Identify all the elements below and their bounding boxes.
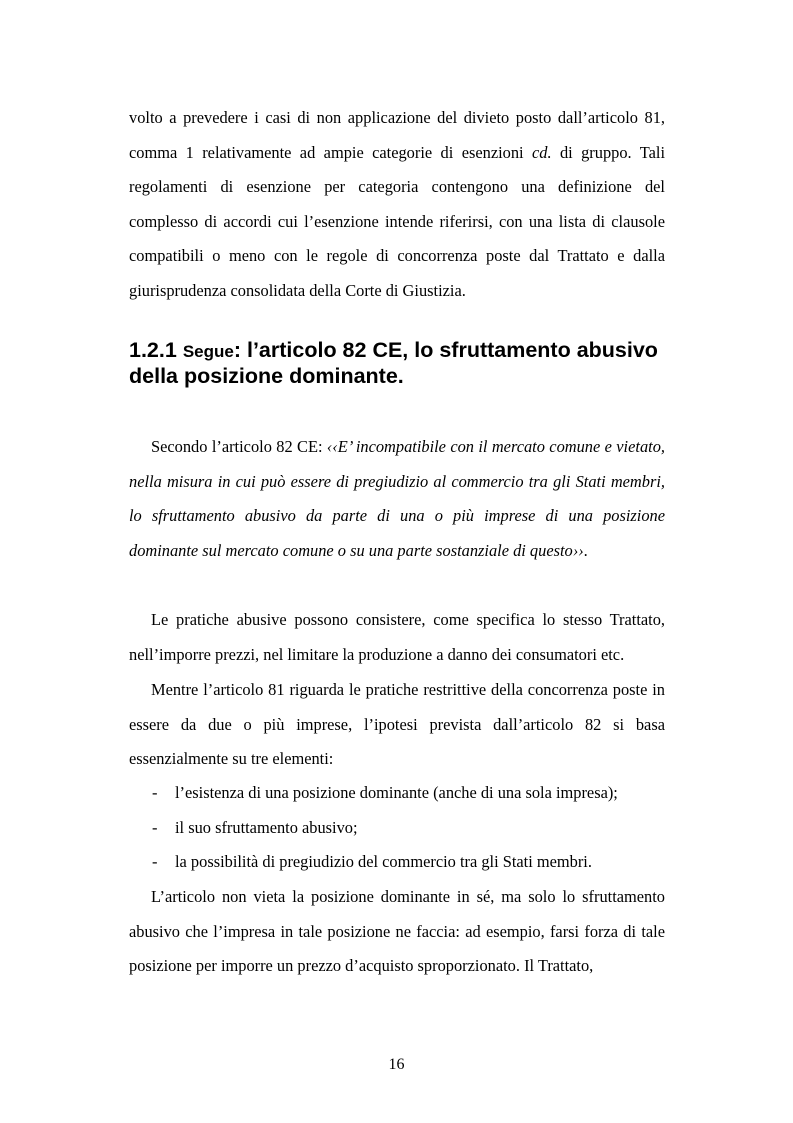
section-heading xyxy=(129,338,665,389)
quote-intro: Secondo l’articolo 82 CE: xyxy=(151,437,327,456)
list-item-text: l’esistenza di una posizione dominante (anche di una sola impresa); xyxy=(175,783,618,802)
elements-list xyxy=(129,776,665,880)
list-item-text: la possibilità di pregiudizio del commercio tra gli Stati membri. xyxy=(175,852,592,872)
paragraph-article-81-vs-82: Mentre l’articolo 81 riguarda le pratiche restrittive della concorrenza poste in essere da due o più imprese, l’ipotesi prevista dall’articolo 82 si basa essenzialmente su tre elementi: xyxy=(129,680,665,769)
list-item xyxy=(129,776,665,811)
list-dash: - xyxy=(152,852,158,872)
paragraph-article-82-quote xyxy=(129,430,665,568)
list-item-text: il suo sfruttamento abusivo; xyxy=(175,817,358,837)
paragraph-exemptions xyxy=(129,101,665,309)
section-title: : l’articolo 82 CE, lo sfruttamento abusivo della posizione dominante. xyxy=(129,338,658,388)
list-item xyxy=(129,845,665,880)
paragraph-exemptions-text-2: di gruppo. Tali regolamenti di esenzione per categoria contengono una definizione del complesso di accordi cui l’esenzione intende riferirsi, con una lista di clausole compatibili o meno con le regole di concorrenza poste dal Trattato e dalla giurisprudenza consolidata della Corte di Giustizia. xyxy=(129,142,665,300)
section-number: 1.2.1 xyxy=(129,338,177,362)
quote-end: . xyxy=(583,540,588,560)
article-82-quote: ‹‹E’ incompatibile con il mercato comune e vietato, nella misura in cui può essere di pregiudizio al commercio tra gli Stati membri, lo sfruttamento abusivo da parte di una o più imprese di una posizione dominante sul mercato comune o su una parte sostanziale di questo›› xyxy=(129,437,665,560)
paragraph-dominant-position: L’articolo non vieta la posizione dominante in sé, ma solo lo sfruttamento abusivo che l’impresa in tale posizione ne faccia: ad esempio, farsi forza di tale posizione per imporre un prezzo d’acquisto sproporzionato. Il Trattato, xyxy=(129,887,665,976)
paragraph-exemptions-text-1: volto a prevedere i casi di non applicazione del divieto posto dall’articolo 81, comma 1 relativamente ad ampie categorie di esenzioni xyxy=(129,108,665,162)
page-number: 16 xyxy=(388,1056,405,1073)
list-dash: - xyxy=(152,817,158,837)
paragraph-abusive-practices: Le pratiche abusive possono consistere, come specifica lo stesso Trattato, nell’imporre prezzi, nel limitare la produzione a danno dei consumatori etc. xyxy=(129,610,665,664)
section-segue: Segue xyxy=(182,342,234,361)
list-item xyxy=(129,811,665,846)
list-dash: - xyxy=(152,783,158,802)
abbreviation-cd: cd. xyxy=(532,142,552,162)
